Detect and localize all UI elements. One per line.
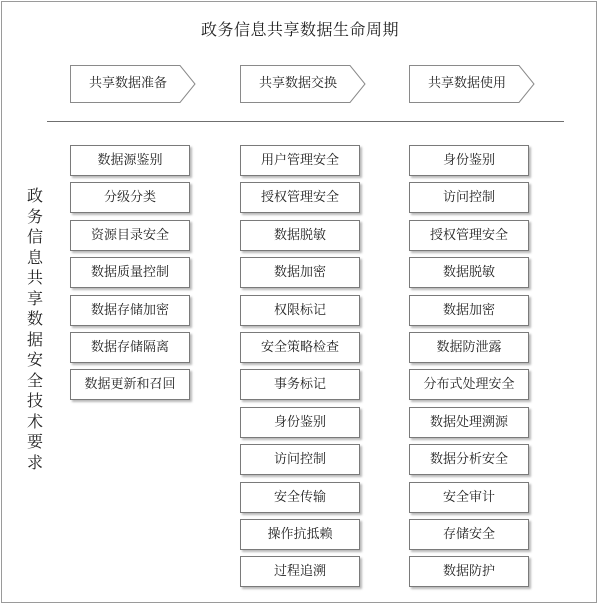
stage-label: 共享数据准备 xyxy=(88,76,167,91)
divider-line xyxy=(47,121,564,122)
stage-label: 共享数据交换 xyxy=(258,76,337,91)
requirement-box: 数据分析安全 xyxy=(409,444,529,475)
column-exchange xyxy=(240,145,360,594)
requirement-box: 访问控制 xyxy=(240,444,360,475)
requirement-box: 数据源鉴别 xyxy=(70,145,190,176)
requirement-box: 数据防护 xyxy=(409,556,529,587)
requirement-box: 身份鉴别 xyxy=(409,145,529,176)
requirement-box: 数据处理溯源 xyxy=(409,407,529,438)
side-label: 政务信息共享数据安全技术要求 xyxy=(26,186,43,472)
requirement-box: 安全审计 xyxy=(409,482,529,513)
requirement-box: 授权管理安全 xyxy=(409,220,529,251)
requirement-box: 访问控制 xyxy=(409,182,529,213)
requirement-box: 安全策略检查 xyxy=(240,332,360,363)
requirement-box: 权限标记 xyxy=(240,295,360,326)
column-use xyxy=(409,145,529,594)
stage-arrow-use xyxy=(409,65,535,103)
requirement-box: 过程追溯 xyxy=(240,556,360,587)
requirement-box: 身份鉴别 xyxy=(240,407,360,438)
requirement-box: 安全传输 xyxy=(240,482,360,513)
requirement-box: 数据脱敏 xyxy=(409,257,529,288)
diagram-title: 政务信息共享数据生命周期 xyxy=(200,20,399,39)
requirement-box: 数据防泄露 xyxy=(409,332,529,363)
requirement-box: 数据脱敏 xyxy=(240,220,360,251)
requirement-box: 用户管理安全 xyxy=(240,145,360,176)
requirement-box: 数据加密 xyxy=(409,295,529,326)
requirement-box: 分布式处理安全 xyxy=(409,369,529,400)
requirement-box: 操作抗抵赖 xyxy=(240,519,360,550)
requirement-box: 分级分类 xyxy=(70,182,190,213)
requirement-box: 资源目录安全 xyxy=(70,220,190,251)
requirement-box: 数据更新和召回 xyxy=(70,369,190,400)
requirement-box: 数据存储隔离 xyxy=(70,332,190,363)
stage-label: 共享数据使用 xyxy=(427,76,506,91)
requirement-box: 数据质量控制 xyxy=(70,257,190,288)
stage-arrow-exchange xyxy=(240,65,366,103)
requirement-box: 授权管理安全 xyxy=(240,182,360,213)
column-prepare xyxy=(70,145,190,407)
requirement-box: 数据加密 xyxy=(240,257,360,288)
requirement-box: 存储安全 xyxy=(409,519,529,550)
requirement-box: 数据存储加密 xyxy=(70,295,190,326)
stage-arrow-prepare xyxy=(70,65,196,103)
requirement-box: 事务标记 xyxy=(240,369,360,400)
